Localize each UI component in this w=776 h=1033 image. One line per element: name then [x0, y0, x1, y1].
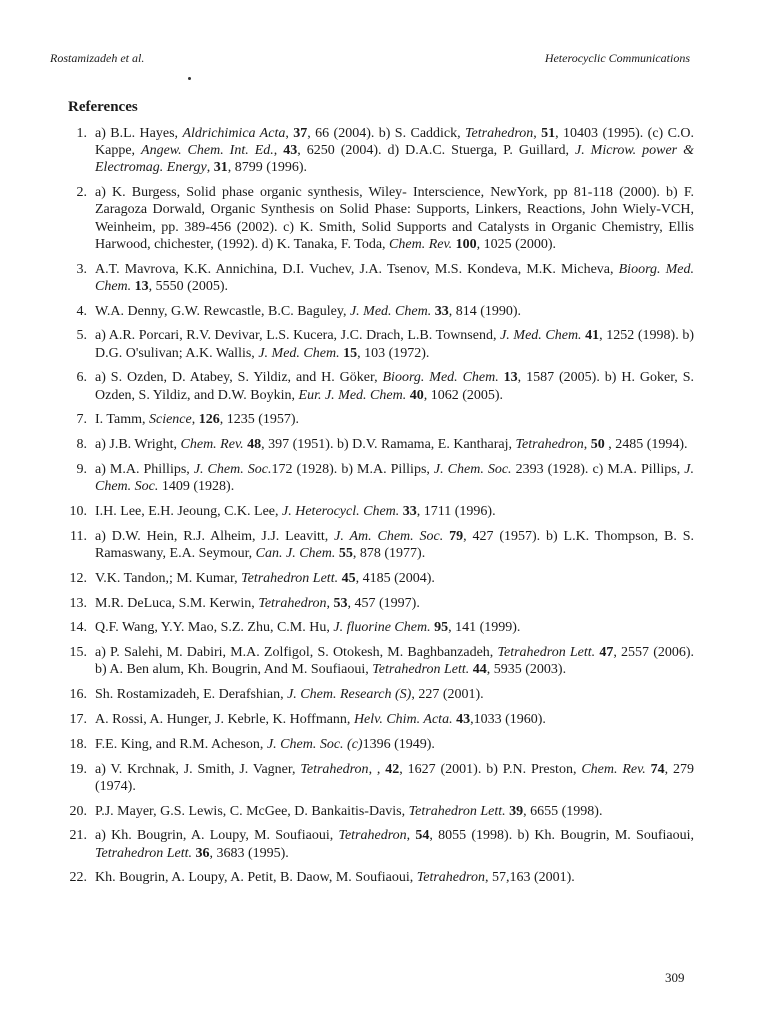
- reference-text: , 6655 (1998).: [523, 803, 603, 819]
- volume-number: 44: [472, 662, 487, 678]
- reference-item: [34, 827, 694, 861]
- reference-item: [34, 644, 694, 678]
- reference-text: ,1033 (1960).: [470, 711, 546, 727]
- journal-title: Tetrahedron Lett.: [497, 645, 596, 661]
- reference-text: 1396 (1949).: [362, 736, 435, 752]
- reference-number: 2.: [76, 185, 87, 201]
- reference-text: ,: [326, 595, 334, 611]
- journal-title: J. Am. Chem. Soc.: [334, 528, 444, 544]
- reference-text: a) P. Salehi, M. Dabiri, M.A. Zolfigol, S. Otokesh, M. Baghbanzadeh,: [95, 645, 498, 661]
- volume-number: 50: [590, 437, 605, 453]
- volume-number: 100: [455, 236, 477, 252]
- reference-text: , 227 (2001).: [411, 687, 484, 703]
- reference-number: 9.: [76, 462, 87, 477]
- reference-item: [34, 736, 694, 753]
- reference-text: , 2485 (1994).: [604, 437, 688, 453]
- reference-text: W.A. Denny, G.W. Rewcastle, B.C. Baguley,: [95, 303, 350, 319]
- reference-item: [34, 595, 694, 612]
- volume-number: 45: [341, 570, 356, 586]
- reference-text: , 1025 (2000).: [476, 236, 556, 252]
- reference-text: , 457 (1997).: [347, 595, 420, 611]
- reference-number: 3.: [76, 261, 87, 277]
- reference-text: ,: [273, 143, 284, 159]
- reference-text: A. Rossi, A. Hunger, J. Kebrle, K. Hoffmann,: [95, 711, 354, 727]
- reference-item: [34, 125, 694, 177]
- journal-title: J. Chem. Research (S): [287, 687, 412, 703]
- reference-item: [34, 761, 694, 795]
- journal-title: Tetrahedron: [465, 126, 534, 141]
- reference-text: 1409 (1928).: [158, 479, 235, 495]
- reference-number: 14.: [69, 620, 87, 636]
- volume-number: 31: [213, 160, 228, 176]
- reference-item: [34, 411, 694, 428]
- journal-title: J. Chem. Soc. (c): [266, 736, 363, 752]
- journal-title: J. Med. Chem.: [500, 328, 582, 344]
- reference-text: ,: [191, 412, 199, 428]
- reference-text: a) D.W. Hein, R.J. Alheim, J.J. Leavitt,: [95, 528, 335, 544]
- reference-text: a) A.R. Porcari, R.V. Devivar, L.S. Kucera, J.C. Drach, L.B. Townsend,: [95, 328, 501, 344]
- reference-number: 19.: [69, 761, 87, 777]
- stray-dot-mark: [188, 77, 191, 80]
- volume-number: 39: [509, 803, 524, 819]
- journal-title: Tetrahedron: [300, 761, 369, 777]
- journal-title: Tetrahedron Lett.: [372, 662, 470, 678]
- reference-text: Q.F. Wang, Y.Y. Mao, S.Z. Zhu, C.M. Hu,: [95, 620, 334, 636]
- references-heading: References: [68, 99, 138, 115]
- reference-number: 5.: [76, 328, 87, 344]
- journal-title: Tetrahedron: [258, 595, 327, 611]
- reference-number: 22.: [69, 870, 87, 886]
- volume-number: 33: [402, 504, 417, 519]
- reference-text: a) S. Ozden, D. Atabey, S. Yildiz, and H. Göker,: [95, 370, 383, 386]
- volume-number: 40: [409, 387, 424, 403]
- reference-item: [34, 436, 694, 453]
- reference-number: 1.: [76, 126, 87, 141]
- reference-text: , 10403 (1995). (c) C.O. Kappe,: [95, 126, 695, 159]
- reference-text: a) M.A. Phillips,: [95, 462, 194, 477]
- reference-text: , ,: [368, 761, 386, 777]
- reference-text: , 1587 (2005). b) H. Goker, S. Ozden, S. Yildiz, and D.W. Boykin,: [95, 370, 694, 403]
- journal-title: Helv. Chim. Acta.: [353, 711, 453, 727]
- volume-number: 15: [343, 345, 358, 361]
- reference-item: [34, 369, 694, 403]
- volume-number: 42: [385, 761, 400, 777]
- reference-text: , 1252 (1998). b) D.G. O'sulivan; A.K. Wallis,: [95, 328, 694, 361]
- reference-text: , 103 (1972).: [357, 345, 430, 361]
- reference-number: 21.: [69, 828, 87, 844]
- reference-text: ,: [206, 160, 214, 176]
- volume-number: 53: [333, 595, 348, 611]
- reference-item: [34, 619, 694, 636]
- reference-text: Sh. Rostamizadeh, E. Derafshian,: [95, 687, 288, 703]
- journal-title: Bioorg. Med. Chem.: [382, 370, 499, 386]
- journal-title: Eur. J. Med. Chem.: [298, 387, 407, 403]
- reference-text: , 397 (1951). b) D.V. Ramama, E. Kantharaj,: [261, 437, 516, 453]
- reference-text: , 2557 (2006). b) A. Ben alum, Kh. Bougrin, And M. Soufiaoui,: [95, 645, 695, 678]
- volume-number: 41: [585, 328, 600, 344]
- reference-text: I.H. Lee, E.H. Jeoung, C.K. Lee,: [95, 504, 283, 519]
- reference-number: 16.: [69, 687, 87, 703]
- reference-number: 13.: [69, 595, 87, 611]
- reference-item: [34, 503, 694, 520]
- references-list: [34, 125, 694, 894]
- reference-text: ,: [406, 828, 416, 844]
- reference-item: [34, 570, 694, 587]
- journal-title: Chem. Rev.: [180, 437, 244, 453]
- reference-item: [34, 303, 694, 320]
- journal-title: Tetrahedron: [416, 870, 485, 886]
- reference-text: , 878 (1977).: [352, 546, 426, 561]
- reference-item: [34, 461, 694, 495]
- journal-title: J. fluorine Chem.: [333, 620, 431, 636]
- reference-text: P.J. Mayer, G.S. Lewis, C. McGee, D. Bankaitis-Davis,: [95, 803, 409, 819]
- reference-text: , 1627 (2001). b) P.N. Preston,: [399, 761, 582, 777]
- journal-title: J. Microw. power & Electromag. Energy: [95, 143, 694, 176]
- reference-text: , 57,163 (2001).: [484, 870, 575, 886]
- reference-item: [34, 261, 694, 295]
- journal-title: Tetrahedron Lett.: [95, 845, 192, 861]
- reference-text: , 66 (2004). b) S. Caddick,: [307, 126, 466, 141]
- reference-item: [34, 528, 694, 562]
- volume-number: 43: [283, 143, 298, 159]
- reference-number: 11.: [70, 528, 87, 544]
- reference-number: 6.: [76, 370, 87, 386]
- journal-title: Tetrahedron Lett.: [241, 570, 339, 586]
- volume-number: 43: [456, 711, 471, 727]
- reference-text: , 3683 (1995).: [209, 845, 289, 861]
- reference-text: 2393 (1928). c) M.A. Pillips,: [511, 462, 685, 477]
- reference-text: , 1711 (1996).: [416, 504, 496, 519]
- reference-text: ,: [285, 126, 294, 141]
- journal-title: J. Med. Chem.: [349, 303, 432, 319]
- volume-number: 36: [195, 845, 210, 861]
- reference-text: , 4185 (2004).: [355, 570, 435, 586]
- reference-text: , 1062 (2005).: [423, 387, 504, 403]
- reference-text: a) K. Burgess, Solid phase organic synthesis, Wiley- Interscience, NewYork, pp 81-118 (2000). b) F. Zaragoza Dorwald, Organic Synthesis on Solid Phase: Supports, Linkers, Reactions, John Wiely-VCH, Weinheim, pp. 389-456 (2002). c) K. Smith, Solid Supports and Catalysts in Organic Chemistry, Ellis Harwood, chichester, (1992). d) K. Tanaka, F. Toda,: [95, 185, 694, 252]
- volume-number: 54: [415, 828, 430, 844]
- volume-number: 13: [134, 278, 149, 294]
- journal-title: J. Med. Chem.: [258, 345, 340, 361]
- reference-text: , 814 (1990).: [448, 303, 522, 319]
- journal-title: Bioorg. Med. Chem.: [95, 261, 694, 294]
- journal-title: Tetrahedron: [515, 437, 584, 453]
- volume-number: 37: [293, 126, 308, 141]
- reference-number: 4.: [76, 303, 87, 319]
- reference-number: 8.: [76, 437, 87, 453]
- reference-text: 172 (1928). b) M.A. Pillips,: [271, 462, 434, 477]
- journal-title: Science: [148, 412, 192, 428]
- reference-text: ,: [533, 126, 542, 141]
- reference-text: a) J.B. Wright,: [95, 437, 181, 453]
- journal-title: J. Chem. Soc.: [95, 462, 694, 495]
- reference-number: 15.: [69, 645, 87, 661]
- reference-text: ,: [583, 437, 591, 453]
- reference-text: , 8799 (1996).: [227, 160, 308, 176]
- reference-text: , 141 (1999).: [448, 620, 521, 636]
- reference-text: , 6250 (2004). d) D.A.C. Stuerga, P. Guillard,: [297, 143, 575, 159]
- journal-title: Aldrichimica Acta: [182, 126, 286, 141]
- volume-number: 74: [650, 761, 665, 777]
- reference-number: 18.: [69, 736, 87, 752]
- reference-text: , 1235 (1957).: [219, 412, 300, 428]
- page-number: 309: [665, 970, 685, 985]
- journal-title: Tetrahedron Lett.: [408, 803, 506, 819]
- journal-title: Chem. Rev.: [389, 236, 453, 252]
- volume-number: 55: [338, 546, 353, 561]
- running-header-journal: Heterocyclic Communications: [544, 51, 690, 65]
- reference-text: , 5550 (2005).: [148, 278, 228, 294]
- volume-number: 51: [541, 126, 556, 141]
- reference-text: Kh. Bougrin, A. Loupy, A. Petit, B. Daow, M. Soufiaoui,: [95, 870, 417, 886]
- reference-item: [34, 327, 694, 361]
- reference-number: 10.: [69, 504, 87, 519]
- reference-text: A.T. Mavrova, K.K. Annichina, D.I. Vuchev, J.A. Tsenov, M.S. Kondeva, M.K. Micheva,: [95, 261, 619, 277]
- running-header-authors: Rostamizadeh et al.: [50, 51, 145, 65]
- reference-item: [34, 711, 694, 728]
- reference-text: M.R. DeLuca, S.M. Kerwin,: [95, 595, 259, 611]
- reference-item: [34, 869, 694, 886]
- journal-title: Can. J. Chem.: [255, 546, 336, 561]
- reference-number: 7.: [76, 412, 87, 428]
- volume-number: 13: [503, 370, 518, 386]
- reference-number: 12.: [69, 570, 87, 586]
- volume-number: 47: [599, 645, 614, 661]
- volume-number: 79: [449, 528, 464, 544]
- journal-title: Angew. Chem. Int. Ed.: [141, 143, 274, 159]
- journal-title: Tetrahedron: [338, 828, 407, 844]
- reference-number: 17.: [69, 711, 87, 727]
- reference-text: a) Kh. Bougrin, A. Loupy, M. Soufiaoui,: [95, 828, 339, 844]
- journal-title: J. Chem. Soc.: [193, 462, 272, 477]
- reference-text: , 427 (1957). b) L.K. Thompson, B. S. Ramaswany, E.A. Seymour,: [95, 528, 695, 561]
- reference-item: [34, 803, 694, 820]
- volume-number: 95: [434, 620, 449, 636]
- volume-number: 126: [198, 412, 220, 428]
- volume-number: 33: [434, 303, 449, 319]
- journal-title: J. Heterocycl. Chem.: [282, 504, 400, 519]
- reference-item: [34, 184, 694, 253]
- journal-title: J. Chem. Soc.: [433, 462, 512, 477]
- journal-title: Chem. Rev.: [581, 761, 646, 777]
- reference-text: I. Tamm,: [95, 412, 149, 428]
- reference-text: , 5935 (2003).: [486, 662, 567, 678]
- reference-text: , 279 (1974).: [95, 761, 695, 794]
- reference-number: 20.: [69, 803, 87, 819]
- reference-text: a) B.L. Hayes,: [95, 126, 183, 141]
- reference-text: a) V. Krchnak, J. Smith, J. Vagner,: [95, 761, 301, 777]
- reference-item: [34, 686, 694, 703]
- volume-number: 48: [247, 437, 262, 453]
- reference-text: , 8055 (1998). b) Kh. Bougrin, M. Soufiaoui,: [429, 828, 694, 844]
- reference-text: V.K. Tandon,; M. Kumar,: [95, 570, 242, 586]
- reference-text: F.E. King, and R.M. Acheson,: [95, 736, 267, 752]
